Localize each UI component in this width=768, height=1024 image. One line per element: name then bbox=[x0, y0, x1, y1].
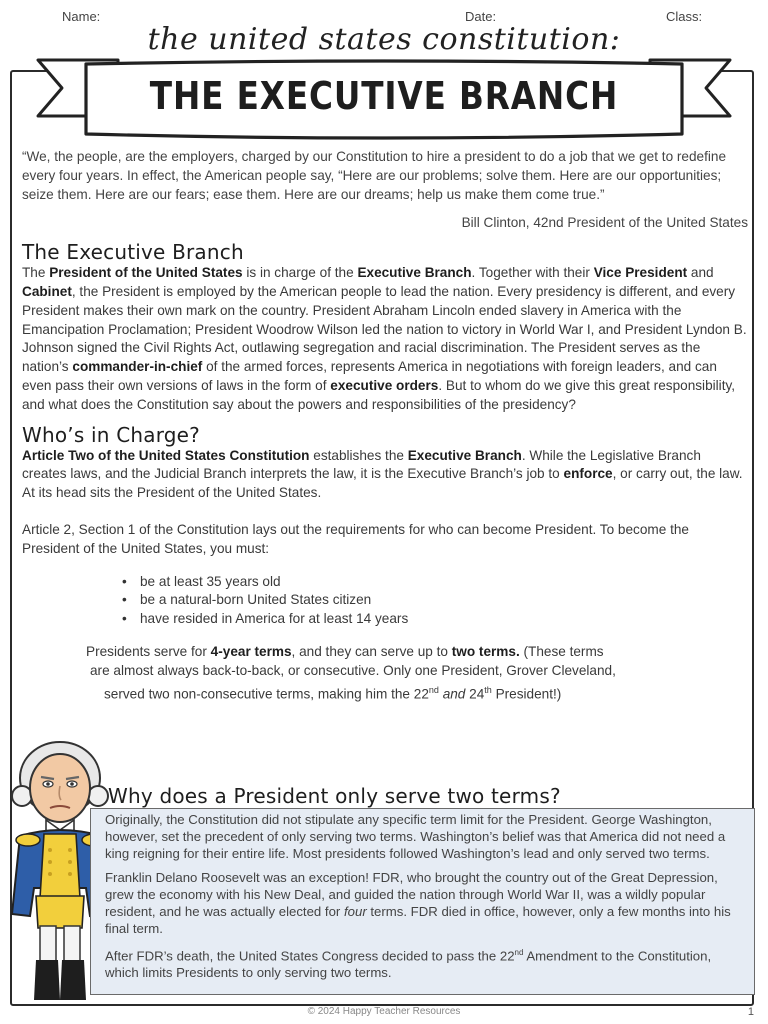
list-item: • be at least 35 years old bbox=[140, 573, 748, 592]
list-item: • be a natural-born United States citizen bbox=[140, 591, 748, 610]
name-field-label: Name: bbox=[62, 9, 101, 24]
class-field-label: Class: bbox=[666, 9, 703, 24]
why-two-terms-box bbox=[90, 808, 755, 995]
banner-title: THE EXECUTIVE BRANCH bbox=[149, 74, 619, 118]
requirements-list bbox=[22, 573, 748, 629]
why-paragraph-2: Franklin Delano Roosevelt was an exception! FDR, who brought the country out of the Great Depression, grew the economy with his New Deal, and guided the nation through World War II, was a wildly popular resident, and he was actually elected for four terms. FDR died in office, however, only a few months into his final term. bbox=[105, 870, 731, 936]
section-heading-executive-branch: The Executive Branch bbox=[22, 240, 244, 265]
quote-text: “We, the people, are the employers, charged by our Constitution to hire a president to do a job that we get to redefine every four years. In effect, the American people say, “Here are our problems; solve them. Here are our opportunities; seize them. Here are our fears; ease them. Here are our dreams; help us make them come true.” bbox=[22, 149, 727, 202]
section-heading-why-two-terms: Why does a President only serve two terms? bbox=[108, 784, 561, 808]
main-content bbox=[22, 148, 748, 704]
why-paragraph-3: After FDR’s death, the United States Congress decided to pass the 22nd Amendment to the Constitution, which limits Presidents to only serving two terms. bbox=[105, 948, 712, 981]
script-title: the united states constitution: bbox=[147, 22, 621, 57]
why-paragraph-1: Originally, the Constitution did not stipulate any specific term limit for the President. George Washington, however, set the precedent of only serving two terms. Washington’s belief was that America did not need a king reigning for their entire life. Most presidents followed Washington’s lead and only served two terms. bbox=[105, 812, 726, 861]
copyright-footer: © 2024 Happy Teacher Resources bbox=[307, 1006, 461, 1017]
list-item: • have resided in America for at least 14 years bbox=[140, 610, 748, 629]
terms-paragraph: Presidents serve for 4-year terms, and they can serve up to two terms. (These terms are almost always back-to-back, or consecutive. Only one President, Grover Cleveland, served two non-consecutive terms, making him the 22nd and 24th President!) bbox=[86, 643, 616, 702]
article-two-paragraph: Article 2, Section 1 of the Constitution lays out the requirements for who can become President. To become the President of the United States, you must: bbox=[22, 521, 689, 556]
section-heading-whos-in-charge: Who’s in Charge? bbox=[22, 422, 200, 447]
page-number: 1 bbox=[747, 1006, 754, 1018]
whos-in-charge-paragraph: Article Two of the United States Constitution establishes the Executive Branch. While the Legislative Branch creates laws, and the Judicial Branch interprets the law, it is the Executive Branch’s job to enforce, or carry out, the law. At its head sits the President of the United States. bbox=[22, 447, 743, 501]
executive-branch-paragraph: The President of the United States is in charge of the Executive Branch. Together with their Vice President and Cabinet, the President is employed by the American people to lead the nation. Every presidency is different, and every President makes their own mark on the country. President Abraham Lincoln ended slavery in America with the Emancipation Proclamation; President Woodrow Wilson led the nation to victory in World War I, and President Lyndon B. Johnson signed the Civil Rights Act, outlawing segregation and racial discrimination. The President serves as the nation’s commander-in-chief of the armed forces, represents America in negotiations with foreign leaders, and can even pass their own versions of laws in the form of executive orders. But to whom do we give this great responsibility, and what does the Constitution say about the powers and responsibilities of the presidency? bbox=[22, 265, 747, 412]
date-field-label: Date: bbox=[465, 9, 497, 24]
quote-attribution: Bill Clinton, 42nd President of the United States bbox=[461, 215, 748, 231]
